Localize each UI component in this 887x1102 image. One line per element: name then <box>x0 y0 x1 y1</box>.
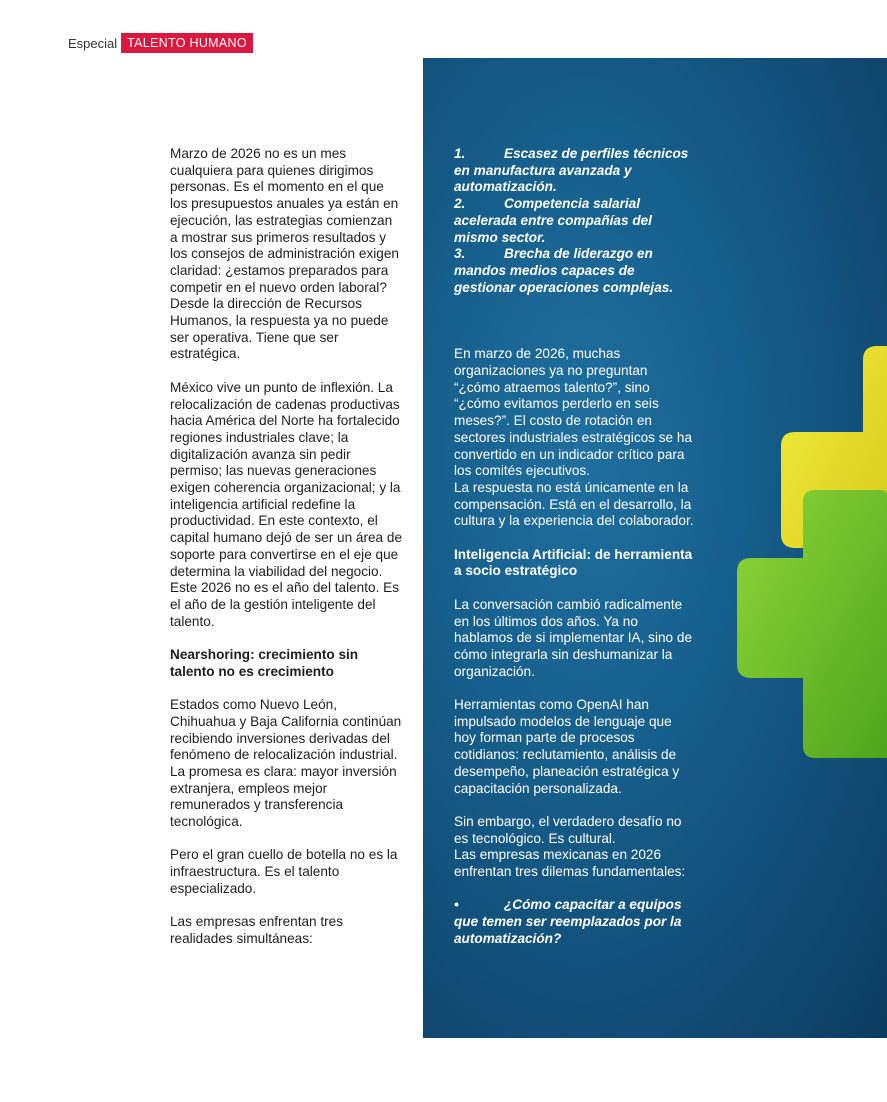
paragraph: Las empresas enfrentan tres realidades simultáneas: <box>170 914 344 946</box>
paragraph: Herramientas como OpenAI han impulsado modelos de lenguaje que hoy forman parte de procesos cotidianos: reclutamiento, análisis de desempeño, planeación estratégica y capacitación personalizada. <box>454 697 680 796</box>
paragraph: Pero el gran cuello de botella no es la infraestructura. Es el talento especializado. <box>170 847 398 896</box>
paragraph: Sin embargo, el verdadero desafío no es tecnológico. Es cultural. <box>454 813 682 846</box>
section-label: Especial <box>68 35 118 51</box>
list-item: 1. Escasez de perfiles técnicos en manufactura avanzada y automatización. <box>454 146 689 195</box>
numbered-list <box>454 146 694 296</box>
page-header <box>68 33 253 53</box>
paragraph: Estados como Nuevo León, Chihuahua y Baja California continúan recibiendo inversiones derivadas del fenómeno de relocalización industrial. La promesa es clara: mayor inversión extranjera, empleos mejor remunerados y transferencia tecnológica. <box>170 697 402 830</box>
paragraph: La conversación cambió radicalmente en los últimos dos años. Ya no hablamos de si implementar IA, sino de cómo integrarla sin deshumanizar la organización. <box>454 596 693 679</box>
paragraph: México vive un punto de inflexión. La relocalización de cadenas productivas hacia América del Norte ha fortalecido regiones industriales clave; la digitalización avanza sin pedir permiso; las nuevas generaciones exigen coherencia organizacional; y la inteligencia artificial redefine la productividad. En este contexto, el capital humano dejó de ser un área de soporte para convertirse en el eje que determina la viabilidad del negocio. Este 2026 no es el año del talento. Es el año de la gestión inteligente del talento. <box>170 379 403 629</box>
paragraph: En marzo de 2026, muchas organizaciones ya no preguntan “¿cómo atraemos talento?”, sino “¿cómo evitamos perderlo en seis meses?”. El costo de rotación en sectores industriales estratégicos se ha convertido en un indicador crítico para los comités ejecutivos. <box>454 346 693 479</box>
section-heading: Inteligencia Artificial: de herramienta a socio estratégico <box>454 546 693 579</box>
right-column <box>454 146 694 948</box>
paragraph: La respuesta no está únicamente en la compensación. Está en el desarrollo, la cultura y la experiencia del colaborador. <box>454 479 694 529</box>
left-column <box>170 146 402 964</box>
section-badge: TALENTO HUMANO <box>121 33 253 53</box>
section-heading: Nearshoring: crecimiento sin talento no es crecimiento <box>170 647 359 679</box>
bullet-item: • ¿Cómo capacitar a equipos que temen ser reemplazados por la automatización? <box>454 897 682 946</box>
list-item: 3. Brecha de liderazgo en mandos medios capaces de gestionar operaciones complejas. <box>454 246 674 295</box>
paragraph: Las empresas mexicanas en 2026 enfrentan tres dilemas fundamentales: <box>454 847 686 880</box>
list-item: 2. Competencia salarial acelerada entre compañías del mismo sector. <box>454 196 652 245</box>
paragraph: Marzo de 2026 no es un mes cualquiera para quienes dirigimos personas. Es el momento en el que los presupuestos anuales ya están en ejecución, las estrategias comienzan a mostrar sus primeros resultados y los consejos de administración exigen claridad: ¿estamos preparados para competir en el nuevo orden laboral? Desde la dirección de Recursos Humanos, la respuesta ya no puede ser operativa. Tiene que ser estratégica. <box>170 146 399 362</box>
